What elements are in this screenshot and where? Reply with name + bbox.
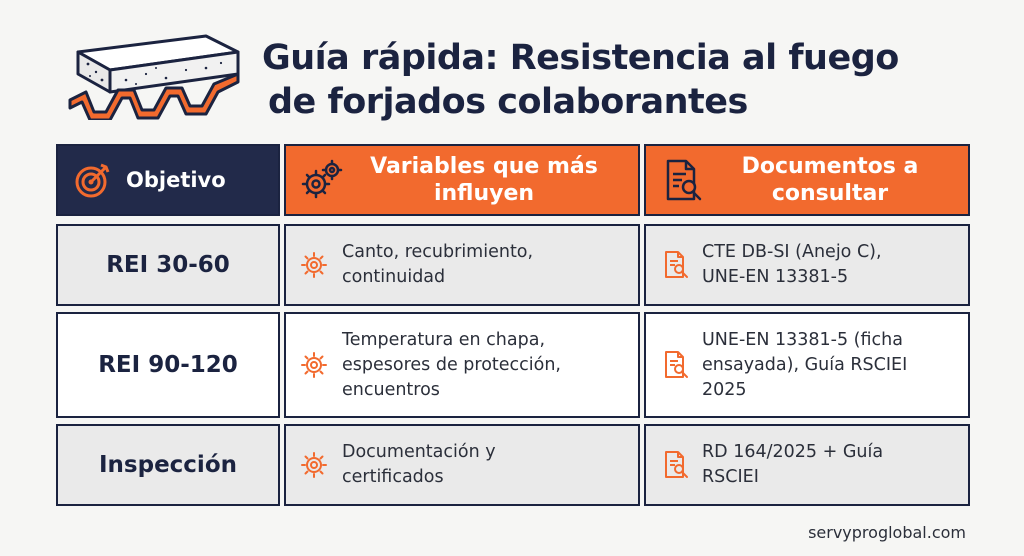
row-1-documentos-text [702, 240, 882, 290]
site-url: servyproglobal.com [808, 523, 966, 542]
header-documentos-label: Documentos a consultar [741, 154, 919, 206]
target-icon [74, 161, 112, 199]
row-1-documentos-line: CTE DB-SI (Anejo C), [702, 242, 882, 262]
row-2-variables-line: Temperatura en chapa, [342, 329, 546, 350]
row-2-variables-cell [284, 312, 640, 418]
row-2-documentos-line: UNE-EN 13381-5 (ficha [702, 329, 903, 350]
row-3-documentos-text [702, 440, 883, 490]
row-3-variables-text [342, 440, 496, 490]
row-2-documentos-cell [644, 312, 970, 418]
header-objetivo-label: Objetivo [126, 168, 226, 192]
row-2-label-cell [56, 312, 280, 418]
row-1-label: REI 30-60 [106, 252, 230, 278]
row-3-documentos-line: RD 164/2025 + Guía [702, 442, 884, 462]
row-3-documentos-line: RSCIEI [702, 467, 759, 487]
row-1-documentos-line: UNE-EN 13381-5 [702, 267, 849, 287]
row-1-variables-text [342, 240, 533, 290]
document-search-icon [662, 250, 690, 280]
row-1-variables-cell [284, 224, 640, 306]
row-1-documentos-cell [644, 224, 970, 306]
row-2-variables-text [342, 328, 561, 403]
document-search-icon [662, 450, 690, 480]
title-line-1: Guía rápida: Resistencia al fuego [262, 38, 899, 78]
gears-icon [300, 158, 344, 202]
row-3-variables-line: certificados [342, 467, 444, 487]
row-3-variables-line: Documentación y [342, 442, 496, 462]
row-3-label: Inspección [98, 452, 237, 478]
title-line-2: de forjados colaborantes [268, 82, 748, 122]
row-1-label-cell [56, 224, 280, 306]
header-variables-label: Variables que más influyen [370, 154, 598, 206]
gear-icon [300, 351, 328, 379]
row-2-variables-line: encuentros [342, 379, 440, 400]
row-2-label: REI 90-120 [98, 352, 238, 378]
gear-icon [300, 251, 328, 279]
composite-slab-illustration [56, 30, 246, 120]
page-title [262, 36, 982, 124]
header-variables [284, 144, 640, 216]
header-documentos [644, 144, 970, 216]
row-2-documentos-line: ensayada), Guía RSCIEI [702, 354, 908, 375]
row-2-documentos-text [702, 328, 907, 403]
row-1-variables-line: Canto, recubrimiento, [342, 242, 534, 262]
row-2-documentos-line: 2025 [702, 379, 747, 400]
gear-icon [300, 451, 328, 479]
row-3-documentos-cell [644, 424, 970, 506]
document-search-icon [662, 350, 690, 380]
row-2-variables-line: espesores de protección, [342, 354, 561, 375]
row-3-variables-cell [284, 424, 640, 506]
header-objetivo [56, 144, 280, 216]
row-1-variables-line: continuidad [342, 267, 446, 287]
document-search-icon [662, 158, 704, 202]
row-3-label-cell [56, 424, 280, 506]
